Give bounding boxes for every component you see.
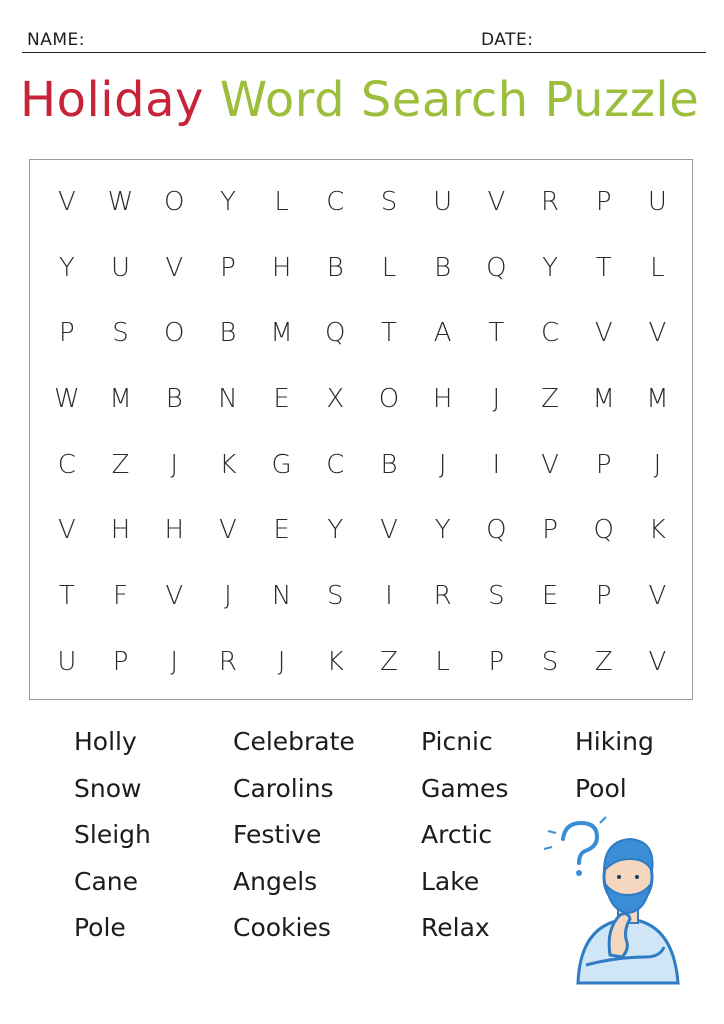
grid-cell: N <box>218 383 238 414</box>
grid-cell: Z <box>594 646 613 677</box>
word-column-2 <box>233 722 355 955</box>
grid-cell: C <box>326 186 345 217</box>
grid-cell: H <box>432 383 453 414</box>
word-item: Cane <box>74 866 139 896</box>
grid-cell: O <box>163 318 185 349</box>
word-item: Cookies <box>233 913 331 942</box>
grid-cell: P <box>542 515 558 546</box>
grid-cell: V <box>165 580 184 611</box>
grid-cell: U <box>57 646 77 677</box>
word-item: Arctic <box>421 820 493 849</box>
grid-cell: S <box>112 318 129 349</box>
grid-cell: R <box>540 186 560 217</box>
word-item: Picnic <box>421 727 493 756</box>
header-line <box>22 52 706 53</box>
grid-cell: B <box>165 383 183 414</box>
word-item: Celebrate <box>233 727 355 756</box>
grid-cell: V <box>648 646 667 677</box>
grid-cell: H <box>110 515 131 546</box>
grid-cell: Z <box>111 449 130 480</box>
grid-cell: T <box>595 252 612 283</box>
grid-cell: K <box>219 449 237 480</box>
word-item: Pole <box>74 913 126 942</box>
grid-cell: Y <box>542 252 558 283</box>
grid-cell: T <box>381 318 397 349</box>
grid-cell: I <box>492 449 501 480</box>
grid-cell: V <box>165 252 184 283</box>
grid-cell: O <box>378 383 400 414</box>
grid-cell: P <box>59 318 75 349</box>
word-column-3 <box>421 722 508 955</box>
grid-cell: J <box>224 580 232 611</box>
grid-cell: K <box>326 646 344 677</box>
grid-cell: Y <box>58 252 75 283</box>
grid-cell: Q <box>593 515 614 546</box>
grid-cell: J <box>170 449 179 480</box>
grid-cell: S <box>327 580 344 611</box>
grid-cell: U <box>111 252 131 283</box>
grid-cell: I <box>385 580 393 611</box>
grid-cell: G <box>271 449 292 480</box>
grid-cell: M <box>646 383 669 414</box>
word-item: Lake <box>421 866 480 896</box>
grid-cell: S <box>488 580 505 611</box>
grid-cell: U <box>647 186 667 217</box>
grid-cell: V <box>380 515 398 546</box>
grid-cell: R <box>433 580 452 611</box>
grid-cell: S <box>541 646 559 677</box>
grid-cell: O <box>163 186 185 217</box>
grid-cell: M <box>270 318 293 349</box>
grid-cell: Q <box>486 515 507 546</box>
grid-cell: J <box>653 449 662 480</box>
grid-cell: H <box>164 515 184 546</box>
grid-cell: V <box>487 186 506 217</box>
grid-cell: L <box>381 252 397 283</box>
grid-cell: M <box>109 383 132 414</box>
grid-cell: J <box>438 449 447 480</box>
grid-cell: V <box>648 318 667 349</box>
word-item: Holly <box>74 727 137 756</box>
grid-cell: H <box>271 252 292 283</box>
grid-cell: U <box>433 186 453 217</box>
grid-cell: L <box>274 186 289 217</box>
grid-cell: Y <box>327 515 344 546</box>
grid-cell: J <box>492 383 501 414</box>
word-item: Hiking <box>575 727 654 756</box>
grid-cell: B <box>434 252 452 283</box>
grid-cell: M <box>592 383 615 414</box>
grid-cell: Z <box>541 383 559 414</box>
thinking-man-question-mark-icon <box>538 815 688 990</box>
word-item: Angels <box>233 866 318 896</box>
grid-cell: T <box>488 318 505 349</box>
grid-cell: R <box>218 646 237 677</box>
word-column-4 <box>575 722 654 815</box>
grid-cell: C <box>540 318 560 349</box>
word-column-1 <box>74 722 151 955</box>
title-holiday: Holiday <box>20 72 204 128</box>
name-label: NAME: <box>27 30 85 50</box>
word-item: Carolins <box>233 773 334 803</box>
grid-cell: Z <box>380 646 398 677</box>
letter-grid <box>40 169 684 695</box>
grid-cell: F <box>113 580 129 611</box>
grid-cell: Q <box>325 318 346 349</box>
word-item: Pool <box>575 773 627 803</box>
grid-cell: J <box>277 646 286 677</box>
grid-cell: W <box>107 186 134 217</box>
grid-cell: N <box>271 580 292 611</box>
grid-cell: V <box>541 449 559 480</box>
date-label: DATE: <box>481 30 534 50</box>
grid-cell: X <box>326 383 345 414</box>
grid-cell: V <box>57 515 76 546</box>
grid-cell: E <box>541 580 559 611</box>
grid-cell: V <box>219 515 237 546</box>
grid-cell: C <box>57 449 76 480</box>
grid-cell: T <box>58 580 75 611</box>
grid-cell: P <box>595 186 612 217</box>
grid-cell: Q <box>486 252 507 283</box>
grid-cell: Y <box>219 186 236 217</box>
grid-cell: V <box>648 580 667 611</box>
word-item: Snow <box>74 773 142 803</box>
grid-cell: V <box>594 318 613 349</box>
grid-cell: B <box>219 318 237 349</box>
title-rest: Word Search Puzzle <box>219 72 700 128</box>
grid-cell: E <box>273 383 290 414</box>
grid-cell: P <box>595 580 612 611</box>
grid-cell: J <box>170 646 179 677</box>
grid-cell: P <box>220 252 236 283</box>
word-item: Sleigh <box>74 820 151 849</box>
grid-cell: K <box>648 515 666 546</box>
grid-cell: C <box>326 449 345 480</box>
grid-cell: Y <box>434 515 451 546</box>
grid-cell: B <box>380 449 398 480</box>
word-item: Relax <box>421 913 490 942</box>
grid-cell: L <box>650 252 665 283</box>
grid-cell: P <box>488 646 505 677</box>
page-title <box>20 72 720 128</box>
grid-cell: A <box>433 318 452 349</box>
grid-cell: V <box>57 186 76 217</box>
grid-cell: B <box>326 252 344 283</box>
grid-cell: P <box>595 449 612 480</box>
word-item: Games <box>421 773 509 803</box>
word-item: Festive <box>233 820 322 849</box>
grid-cell: S <box>380 186 398 217</box>
grid-cell: W <box>53 383 80 414</box>
grid-cell: E <box>273 515 290 546</box>
grid-cell: L <box>435 646 450 677</box>
grid-cell: P <box>112 646 129 677</box>
